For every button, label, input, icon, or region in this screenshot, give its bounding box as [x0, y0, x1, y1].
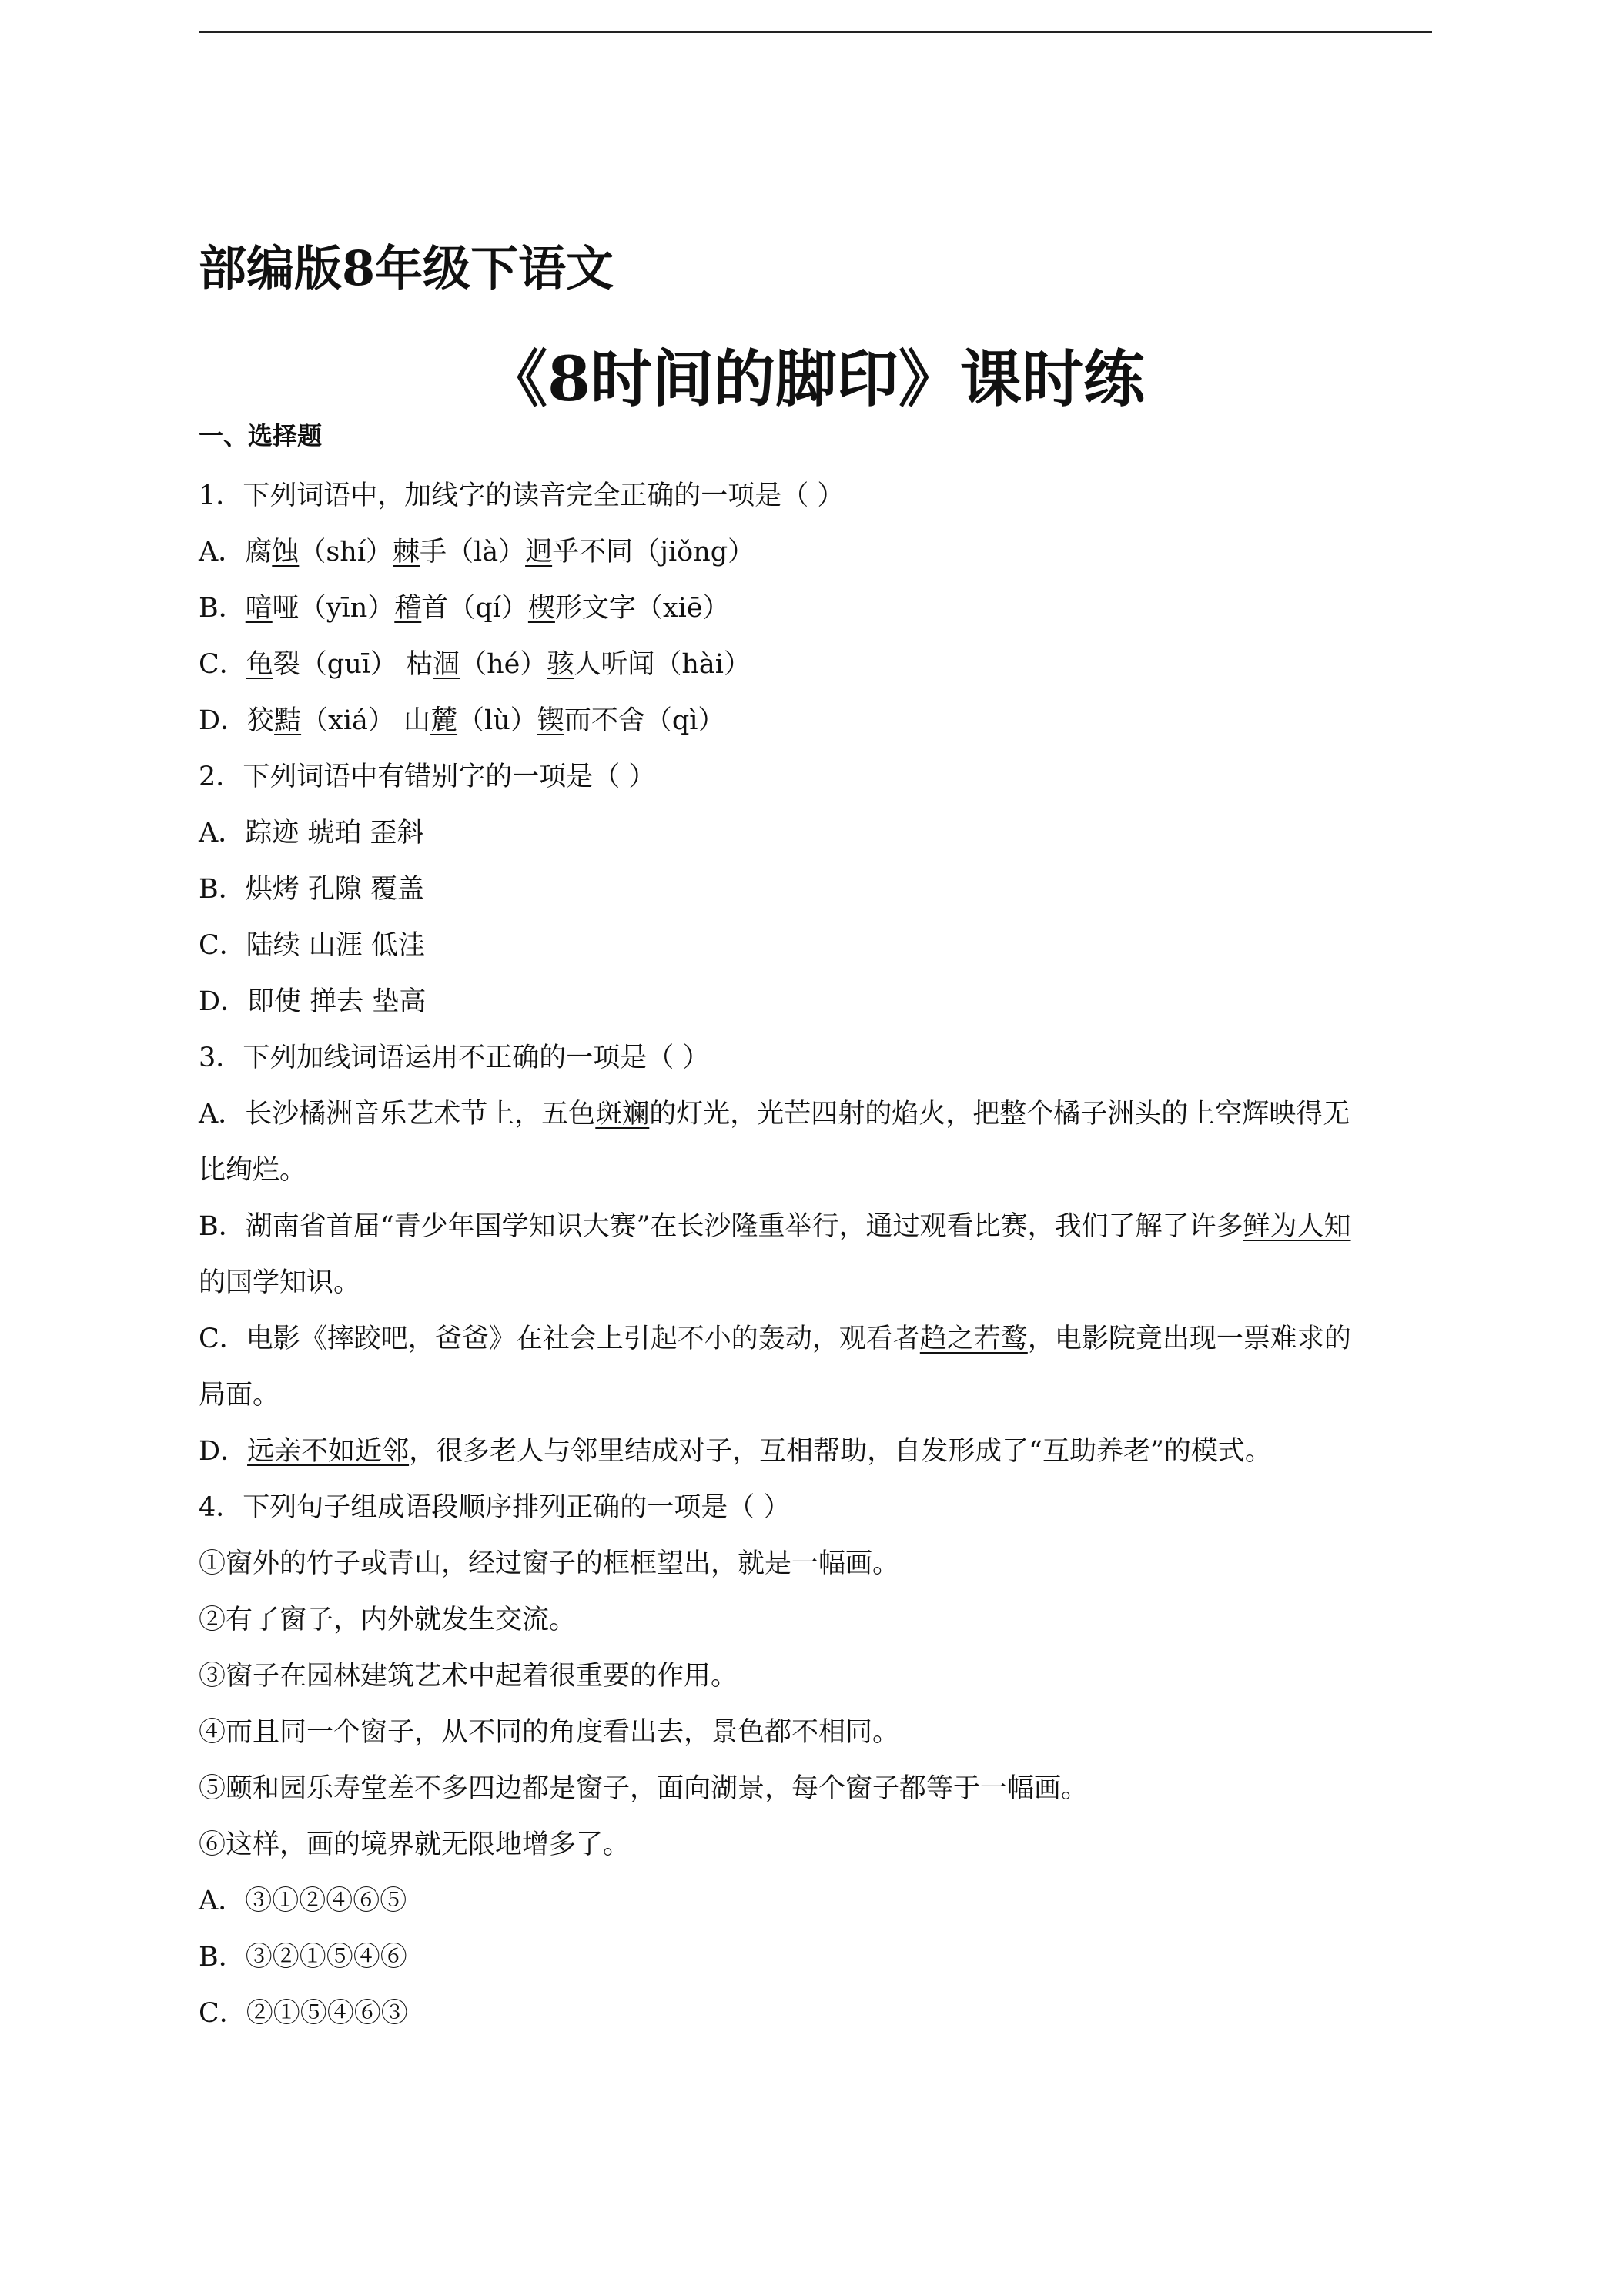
- question-1-option-a: [199, 537, 1432, 567]
- question-1-option-c: [199, 649, 1432, 680]
- sentence-3: ③窗子在园林建筑艺术中起着很重要的作用。: [199, 1661, 738, 1692]
- option-text: （lù）: [457, 705, 537, 736]
- sentence-4: ④而且同一个窗子，从不同的角度看出去，景色都不相同。: [199, 1717, 900, 1748]
- question-2-option-b: B．烘烤 孔隙 覆盖: [199, 874, 424, 905]
- option-text: ，电影院竟出现一票难求的: [1027, 1324, 1351, 1354]
- option-text: C．电影《摔跤吧，爸爸》在社会上引起不小的轰动，观看者: [199, 1324, 920, 1354]
- question-2-stem: 2．下列词语中有错别字的一项是（ ）: [199, 761, 656, 792]
- option-label: A．: [199, 537, 246, 567]
- option-text: 哑（yīn）: [272, 593, 395, 624]
- underlined-char: 麓: [430, 705, 458, 736]
- question-1-option-b: [199, 593, 1432, 624]
- option-text: 人听闻（hài）: [574, 649, 751, 680]
- underlined-phrase: 远亲不如近邻: [247, 1436, 410, 1467]
- option-text: 手（là）: [420, 537, 526, 567]
- underlined-char: 迥: [525, 537, 553, 567]
- underlined-char: 涸: [433, 649, 460, 680]
- option-text: A．长沙橘洲音乐艺术节上，五色: [199, 1099, 596, 1130]
- header-rule: [199, 31, 1432, 33]
- question-3-stem: 3．下列加线词语运用不正确的一项是（ ）: [199, 1043, 710, 1073]
- underlined-char: 蚀: [272, 537, 300, 567]
- question-4-option-c: C．②①⑤④⑥③: [199, 1998, 408, 2029]
- option-text: 乎不同（jiǒng）: [552, 537, 755, 567]
- underlined-char: 棘: [393, 537, 420, 567]
- option-label: D．: [199, 705, 248, 736]
- option-label: B．: [199, 593, 246, 624]
- option-text: 的灯光，光芒四射的焰火，把整个橘子洲头的上空辉映得无: [649, 1099, 1350, 1130]
- option-text: 而不舍（qì）: [564, 705, 725, 736]
- question-4-option-a: A．③①②④⑥⑤: [199, 1886, 407, 1916]
- sentence-5: ⑤颐和园乐寿堂差不多四边都是窗子，面向湖景，每个窗子都等于一幅画。: [199, 1773, 1089, 1804]
- option-text: （hé）: [460, 649, 547, 680]
- sentence-6: ⑥这样，画的境界就无限地增多了。: [199, 1829, 631, 1860]
- option-text: 形文字（xiē）: [554, 593, 730, 624]
- question-2-option-c: C．陆续 山涯 低洼: [199, 930, 426, 961]
- page-title: 《8时间的脚印》课时练: [486, 343, 1145, 415]
- option-text: 腐: [245, 537, 273, 567]
- question-2-option-d: D．即使 掸去 垫高: [199, 986, 427, 1017]
- option-text: 裂（guī） 枯: [273, 649, 433, 680]
- sentence-2: ②有了窗子，内外就发生交流。: [199, 1605, 577, 1635]
- underlined-char: 喑: [245, 593, 273, 624]
- option-text: B．湖南省首届“青少年国学知识大赛”在长沙隆重举行，通过观看比赛，我们了解了许多: [199, 1211, 1243, 1242]
- option-text: 首（qí）: [421, 593, 528, 624]
- question-4-stem: 4．下列句子组成语段顺序排列正确的一项是（ ）: [199, 1492, 791, 1523]
- underlined-char: 骇: [547, 649, 574, 680]
- question-3-option-c: [199, 1324, 1432, 1354]
- question-2-option-a: A．踪迹 琥珀 歪斜: [199, 818, 424, 848]
- question-3-option-b-continued: 的国学知识。: [199, 1267, 361, 1298]
- question-1-option-d: [199, 705, 1432, 736]
- section-heading: 一、选择题: [199, 421, 323, 450]
- underlined-phrase: 趋之若鹜: [919, 1324, 1028, 1354]
- underlined-phrase: 鲜为人知: [1243, 1211, 1351, 1242]
- option-text: ，很多老人与邻里结成对子，互相帮助，自发形成了“互助养老”的模式。: [409, 1436, 1272, 1467]
- underlined-char: 稽: [394, 593, 422, 624]
- sentence-1: ①窗外的竹子或青山，经过窗子的框框望出，就是一幅画。: [199, 1548, 900, 1579]
- question-1-stem: 1．下列词语中，加线字的读音完全正确的一项是（ ）: [199, 480, 845, 511]
- option-text: D．: [199, 1436, 248, 1467]
- option-label: C．: [199, 649, 246, 680]
- option-text: 狡: [247, 705, 275, 736]
- underlined-char: 锲: [537, 705, 564, 736]
- question-3-option-a-continued: 比绚烂。: [199, 1155, 307, 1186]
- question-4-option-b: B．③②①⑤④⑥: [199, 1942, 407, 1973]
- question-3-option-b: [199, 1211, 1432, 1242]
- underlined-char: 楔: [527, 593, 555, 624]
- underlined-char: 黠: [274, 705, 302, 736]
- option-text: （shí）: [299, 537, 393, 567]
- question-3-option-d: [199, 1436, 1432, 1467]
- underlined-char: 龟: [246, 649, 273, 680]
- question-3-option-c-continued: 局面。: [199, 1380, 280, 1411]
- question-3-option-a: [199, 1099, 1432, 1130]
- underlined-phrase: 斑斓: [595, 1099, 650, 1130]
- option-text: （xiá） 山: [301, 705, 431, 736]
- document-subtitle: 部编版8年级下语文: [199, 240, 614, 296]
